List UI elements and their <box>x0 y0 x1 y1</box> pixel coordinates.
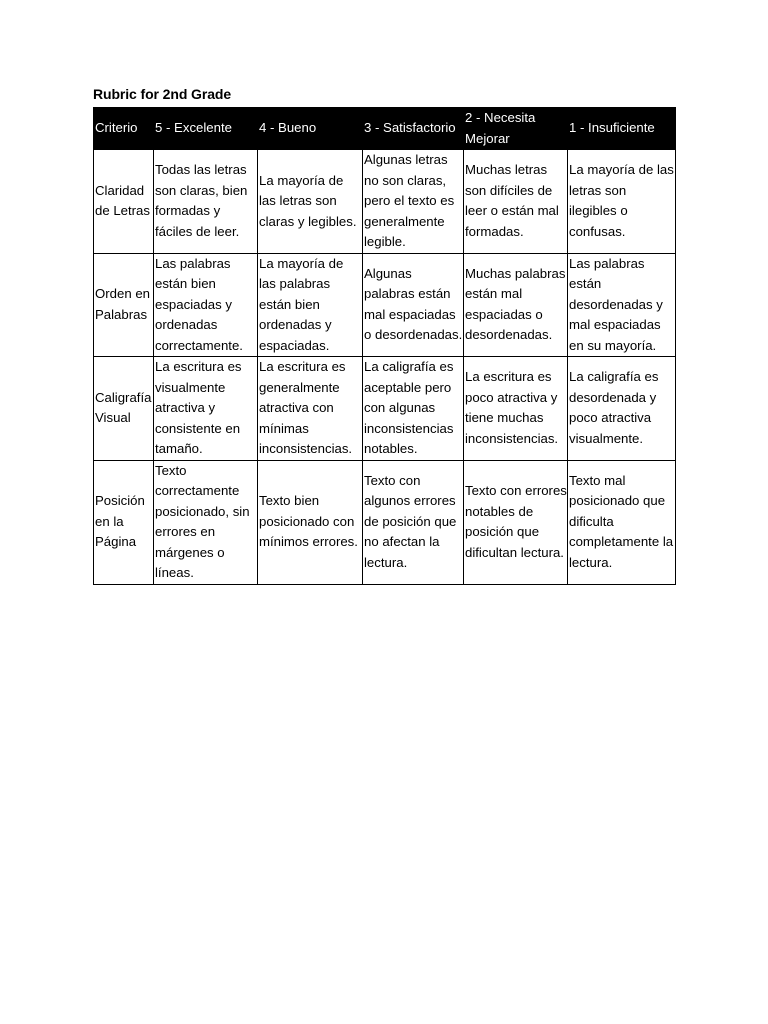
header-satisfactorio: 3 - Satisfactorio <box>363 108 464 150</box>
table-cell: Algunas letras no son claras, pero el texto es generalmente legible. <box>363 150 464 254</box>
table-cell: Muchas palabras están mal espaciadas o desordenadas. <box>464 253 568 357</box>
table-cell: Texto bien posicionado con mínimos errores. <box>258 460 363 584</box>
table-cell: La mayoría de las letras son ilegibles o confusas. <box>568 150 676 254</box>
table-cell: La escritura es generalmente atractiva con mínimas inconsistencias. <box>258 357 363 461</box>
criterion-cell: Caligrafía Visual <box>94 357 154 461</box>
criterion-cell: Claridad de Letras <box>94 150 154 254</box>
table-cell: Todas las letras son claras, bien formadas y fáciles de leer. <box>154 150 258 254</box>
table-row <box>94 150 676 254</box>
header-row <box>94 108 676 150</box>
table-cell: Las palabras están desordenadas y mal espaciadas en su mayoría. <box>568 253 676 357</box>
table-cell: Texto correctamente posicionado, sin errores en márgenes o líneas. <box>154 460 258 584</box>
criterion-cell: Orden en Palabras <box>94 253 154 357</box>
table-cell: La caligrafía es aceptable pero con algunas inconsistencias notables. <box>363 357 464 461</box>
table-cell: La mayoría de las letras son claras y legibles. <box>258 150 363 254</box>
table-cell: Texto con algunos errores de posición que no afectan la lectura. <box>363 460 464 584</box>
table-cell: Texto mal posicionado que dificulta completamente la lectura. <box>568 460 676 584</box>
header-necesita-mejorar: 2 - Necesita Mejorar <box>464 108 568 150</box>
rubric-table <box>93 107 676 585</box>
table-cell: Las palabras están bien espaciadas y ordenadas correctamente. <box>154 253 258 357</box>
header-criterio: Criterio <box>94 108 154 150</box>
table-cell: Algunas palabras están mal espaciadas o desordenadas. <box>363 253 464 357</box>
table-cell: La caligrafía es desordenada y poco atractiva visualmente. <box>568 357 676 461</box>
criterion-cell: Posición en la Página <box>94 460 154 584</box>
header-insuficiente: 1 - Insuficiente <box>568 108 676 150</box>
table-cell: La escritura es poco atractiva y tiene muchas inconsistencias. <box>464 357 568 461</box>
header-bueno: 4 - Bueno <box>258 108 363 150</box>
table-row <box>94 253 676 357</box>
page-title: Rubric for 2nd Grade <box>93 86 232 102</box>
table-row <box>94 460 676 584</box>
table-cell: La mayoría de las palabras están bien ordenadas y espaciadas. <box>258 253 363 357</box>
table-row <box>94 357 676 461</box>
table-cell: Texto con errores notables de posición que dificultan lectura. <box>464 460 568 584</box>
table-cell: La escritura es visualmente atractiva y consistente en tamaño. <box>154 357 258 461</box>
table-cell: Muchas letras son difíciles de leer o están mal formadas. <box>464 150 568 254</box>
header-excelente: 5 - Excelente <box>154 108 258 150</box>
